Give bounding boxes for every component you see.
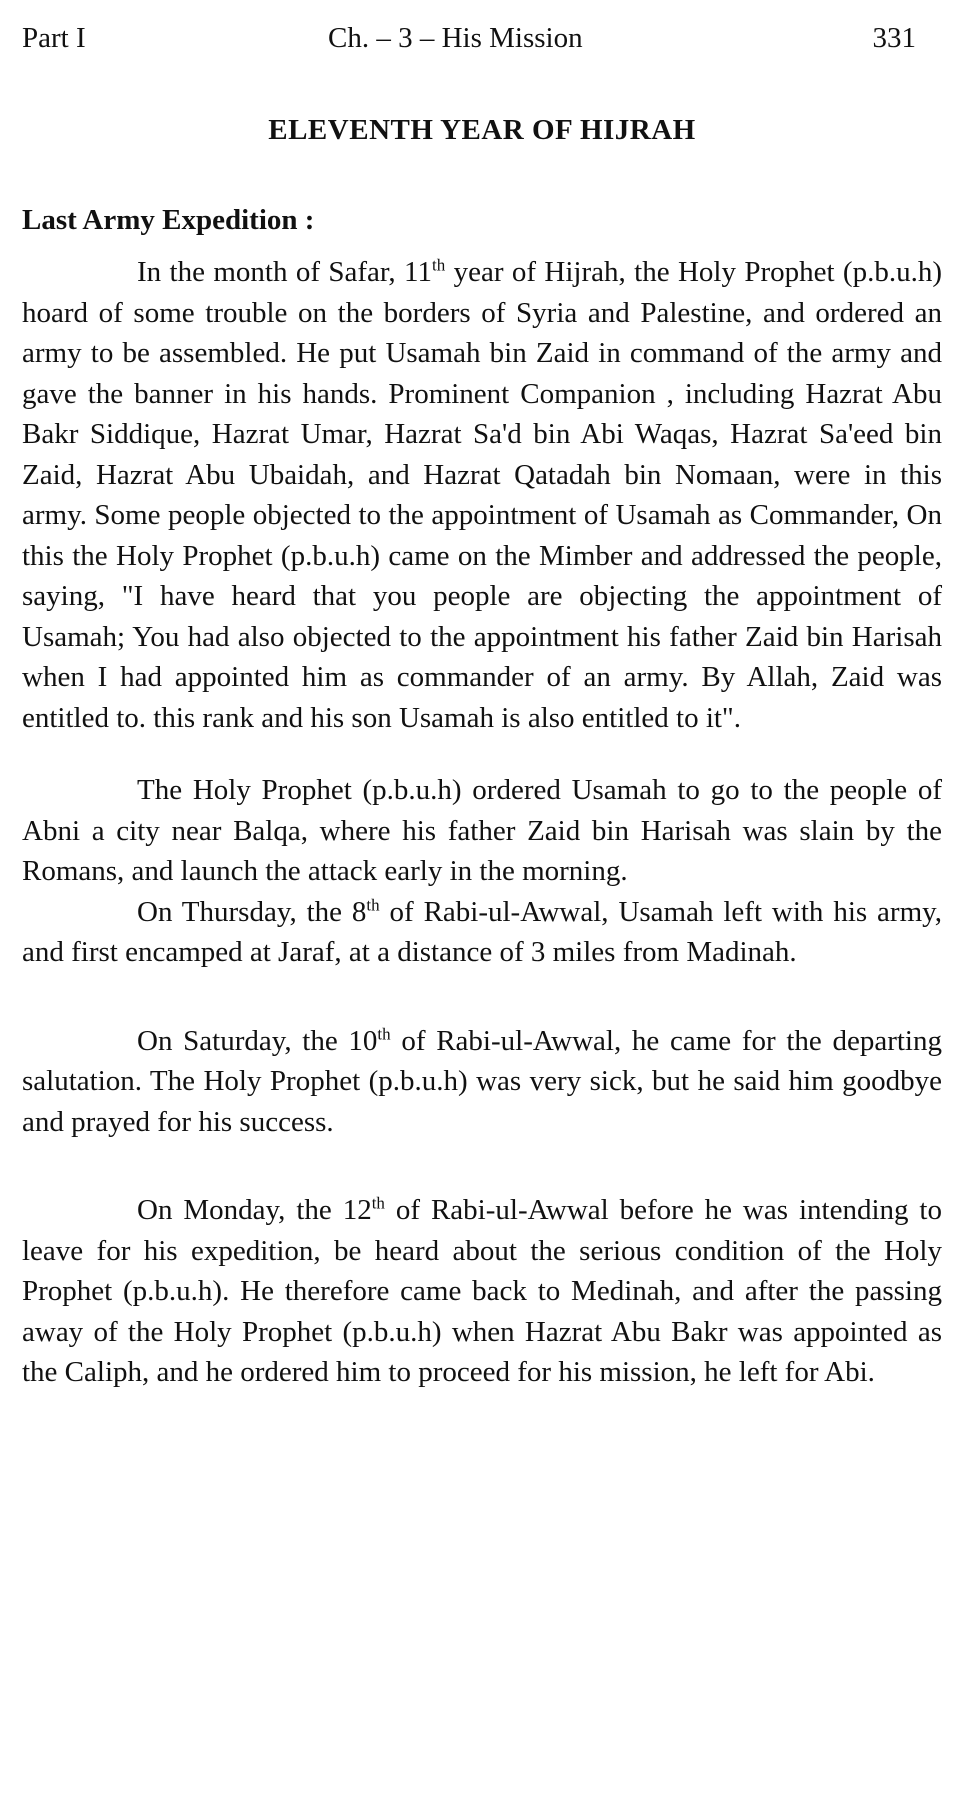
running-header (22, 18, 942, 58)
paragraph-4-text-b: of Rabi-ul-Awwal, he came for the departing salutation. The Holy Prophet (p.b.u.h) was very sick, but he said him goodbye and prayed for his success. (22, 1024, 942, 1138)
paragraph-3-text-b: of Rabi-ul-Awwal, Usamah left with his army, and first encamped at Jaraf, at a distance of 3 miles from Madinah. (22, 895, 943, 968)
paragraph-2: The Holy Prophet (p.b.u.h) ordered Usamah to go to the people of Abni a city near Balqa, where his father Zaid bin Harisah was slain by the Romans, and launch the attack early in the morning. (22, 774, 942, 887)
paragraph-3-text-a: On Thursday, the 8 (137, 895, 367, 928)
paragraph-3 (22, 892, 942, 973)
ordinal-suffix: th (377, 1023, 391, 1043)
paragraph-5-text-b: of Rabi-ul-Awwal before he was intending to leave for his expedition, be heard about the serious condition of the Holy Prophet (p.b.u.h). He therefore came back to Medinah, and after the passing away of the Holy Prophet (p.b.u.h) when Hazrat Abu Bakr was appointed as the Caliph, and he ordered him to proceed for his mission, he left for Abi. (22, 1194, 942, 1388)
ordinal-suffix: th (371, 1193, 385, 1213)
part-label: Part I (22, 22, 86, 54)
paragraph-4 (22, 1021, 942, 1143)
page-number: 331 (872, 22, 916, 54)
paragraph-4-text-a: On Saturday, the 10 (137, 1024, 378, 1057)
book-page (22, 18, 942, 1393)
chapter-label: Ch. – 3 – His Mission (328, 22, 583, 54)
paragraph-5-text-a: On Monday, the 12 (137, 1194, 372, 1226)
paragraph-1-text-a: In the month of Safar, 11 (137, 256, 432, 288)
ordinal-suffix: th (366, 894, 380, 914)
ordinal-suffix: th (431, 255, 446, 275)
paragraph-1 (22, 252, 942, 738)
page-title: ELEVENTH YEAR OF HIJRAH (268, 114, 696, 146)
paragraph-1-text-b: year of Hijrah, the Holy Prophet (p.b.u.h) hoard of some trouble on the borders of Syria and Palestine, and ordered an army to be assembled. He put Usamah bin Zaid in command of the army and gave the banner in his hands. Prominent Companion , including Hazrat Abu Bakr Siddique, Hazrat Umar, Hazrat Sa'd bin Abi Waqas, Hazrat Sa'eed bin Zaid, Hazrat Abu Ubaidah, and Hazrat Qatadah bin Nomaan, were in this army. Some people objected to the appointment of Usamah as Commander, On this the Holy Prophet (p.b.u.h) came on the Mimber and addressed the people, saying, "I have heard that you people are objecting the appointment of Usamah; You had also objected to the appointment his father Zaid bin Harisah when I had appointed him as commander of an army. By Allah, Zaid was entitled to. this rank and his son Usamah is also entitled to it". (22, 256, 942, 734)
section-heading: Last Army Expedition : (22, 204, 315, 236)
paragraph-5 (22, 1190, 942, 1393)
